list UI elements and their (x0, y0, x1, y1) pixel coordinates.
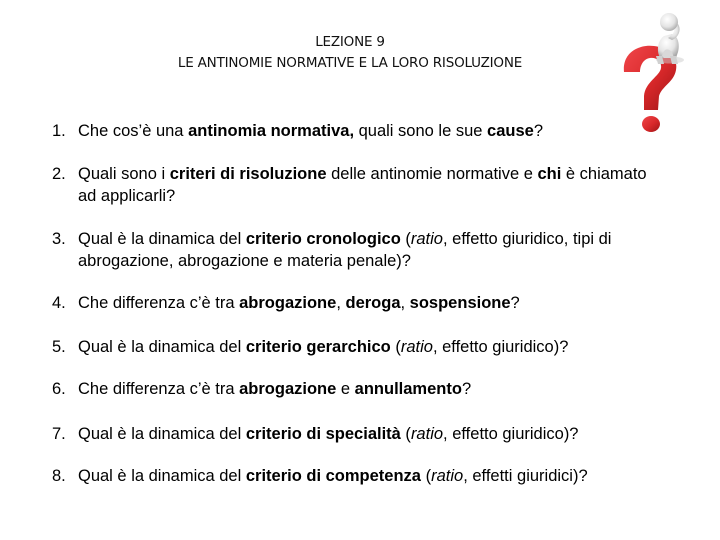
text-run: , effetto giuridico, tipi di abrogazione, abrogazione e materia penale)? (78, 230, 612, 270)
list-item (52, 120, 662, 142)
item-text (78, 336, 662, 358)
list-item (52, 228, 662, 272)
text-run: , (400, 294, 410, 312)
bold-term: abrogazione (239, 380, 337, 398)
text-run: , effetti giuridici)? (463, 467, 588, 485)
text-run: Quali sono i (78, 165, 170, 183)
item-text (78, 292, 662, 314)
item-text (78, 465, 662, 487)
list-item (52, 378, 662, 400)
item-number: 6. (52, 380, 66, 398)
list-item (52, 336, 662, 358)
item-number: 4. (52, 294, 66, 312)
bold-term: sospensione (409, 294, 511, 312)
bold-term: abrogazione (239, 294, 337, 312)
item-text (78, 120, 662, 142)
list-item (52, 292, 662, 314)
item-number: 7. (52, 425, 66, 443)
bold-term: deroga (345, 294, 401, 312)
item-number: 8. (52, 467, 66, 485)
text-run: Qual è la dinamica del (78, 425, 246, 443)
bold-term: chi (537, 165, 562, 183)
italic-term: ratio (400, 338, 433, 356)
text-run: quali sono le sue (354, 122, 488, 140)
text-run: e (336, 380, 355, 398)
item-text (78, 228, 662, 272)
bold-term: criterio gerarchico (245, 338, 391, 356)
text-run: ? (461, 380, 472, 398)
italic-term: ratio (410, 425, 444, 443)
bold-term: cause (487, 122, 534, 140)
text-run: Qual è la dinamica del (78, 230, 246, 248)
bold-term: criterio di specialità (245, 425, 401, 443)
text-run: delle antinomie normative e (326, 165, 538, 183)
list-item (52, 163, 662, 207)
italic-term: ratio (431, 467, 464, 485)
item-text (78, 163, 662, 207)
bold-term: criterio cronologico (245, 230, 401, 248)
text-run: Che differenza c’è tra (78, 380, 240, 398)
text-run: ( (400, 230, 411, 248)
text-run: ? (533, 122, 544, 140)
text-run: ? (510, 294, 520, 312)
text-run: Che differenza c’è tra (78, 294, 240, 312)
text-run: ( (390, 338, 401, 356)
italic-term: ratio (410, 230, 443, 248)
text-run: Che cos’è una (78, 122, 189, 140)
lesson-title: LE ANTINOMIE NORMATIVE E LA LORO RISOLUZIONE (177, 55, 523, 71)
bold-term: criterio di competenza (245, 467, 421, 485)
bold-term: criteri di risoluzione (169, 165, 327, 183)
bold-term: annullamento (354, 380, 462, 398)
bold-term: antinomia normativa, (188, 122, 355, 140)
text-run: , effetto giuridico)? (432, 338, 569, 356)
text-run: Qual è la dinamica del (78, 467, 246, 485)
lesson-number: LEZIONE 9 (315, 34, 385, 50)
item-number: 1. (52, 122, 66, 140)
list-item (52, 465, 662, 487)
text-run: ( (400, 425, 411, 443)
text-run: Qual è la dinamica del (78, 338, 246, 356)
item-number: 2. (52, 165, 66, 183)
item-number: 3. (52, 230, 66, 248)
text-run: è chiamato ad applicarli? (78, 165, 647, 205)
item-text (78, 423, 662, 445)
text-run: ( (421, 467, 432, 485)
item-number: 5. (52, 338, 66, 356)
text-run: , effetto giuridico)? (443, 425, 579, 443)
list-item (52, 423, 662, 445)
text-run: , (336, 294, 346, 312)
item-text (78, 378, 662, 400)
